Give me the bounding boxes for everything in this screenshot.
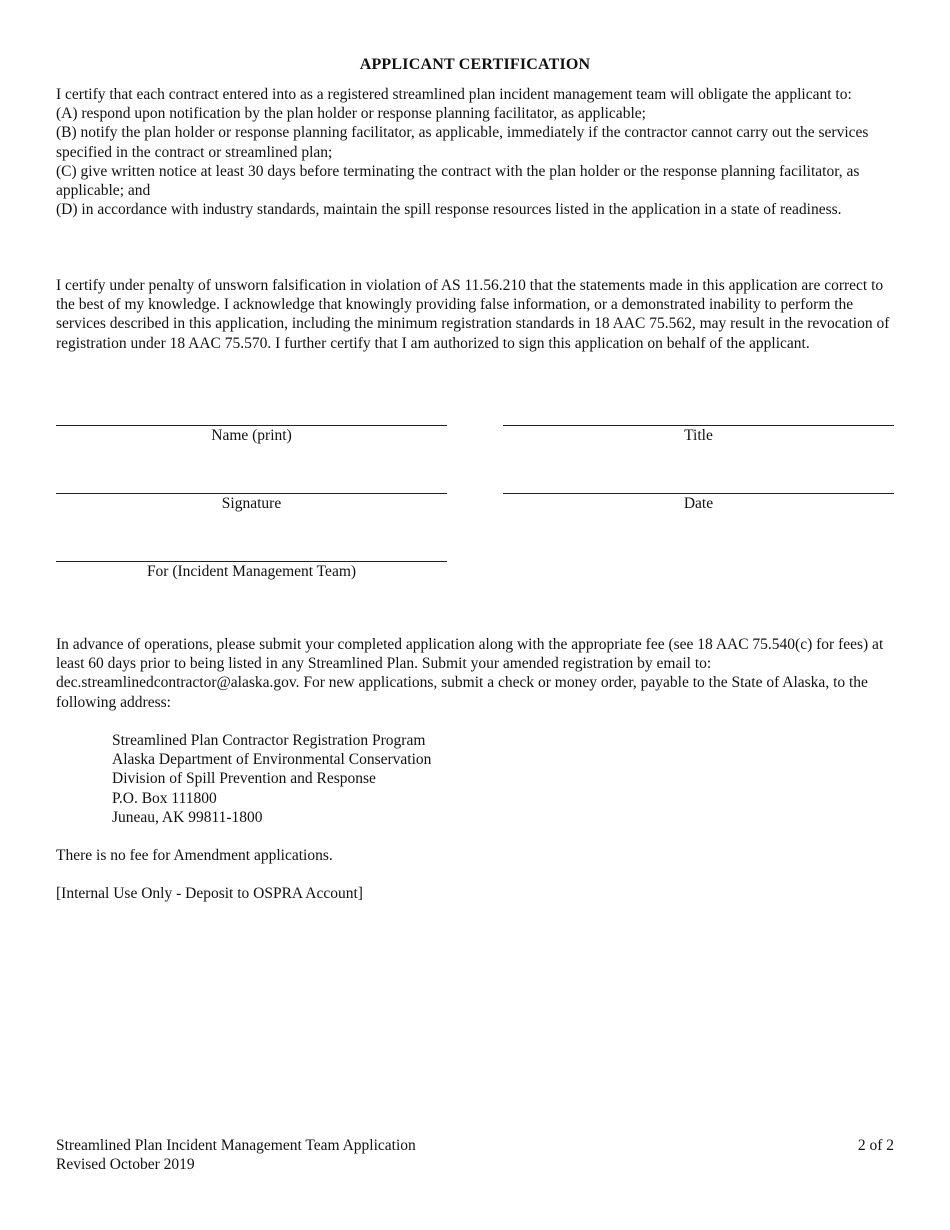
footer-form-info [56, 1136, 416, 1174]
certify-item-c: (C) give written notice at least 30 days before terminating the contract with the plan holder or the response planning facilitator, as applicable; and [56, 162, 860, 200]
address-line: P.O. Box 111800 [112, 789, 217, 807]
date-label: Date [683, 495, 714, 512]
address-line: Division of Spill Prevention and Response [112, 770, 376, 788]
address-line: Juneau, AK 99811-1800 [112, 808, 263, 826]
certification-list [56, 85, 896, 219]
incident-management-team-label: For (Incident Management Team) [146, 563, 357, 580]
certify-item-d: (D) in accordance with industry standards, maintain the spill response resources listed in the application in a state of readiness. [56, 201, 842, 219]
certify-item-a: (A) respond upon notification by the plan holder or response planning facilitator, as applicable; [56, 105, 646, 123]
footer-form-name: Streamlined Plan Incident Management Team Application [56, 1137, 416, 1154]
signature-label: Signature [221, 495, 282, 512]
certify-intro: I certify that each contract entered into as a registered streamlined plan incident management team will obligate the applicant to: [56, 86, 852, 103]
internal-use-note: [Internal Use Only - Deposit to OSPRA Account] [56, 885, 363, 902]
footer-revised-date: Revised October 2019 [56, 1156, 195, 1174]
mailing-address [112, 731, 431, 827]
name-print-label: Name (print) [211, 427, 292, 444]
certify-item-b: (B) notify the plan holder or response planning facilitator, as applicable, immediately if the contractor cannot carry out the services specified in the contract or streamlined plan; [56, 124, 869, 161]
page-title: APPLICANT CERTIFICATION [359, 56, 591, 73]
submission-instructions: In advance of operations, please submit your completed application along with the appropriate fee (see 18 AAC 75.540(c) for fees) at least 60 days prior to being listed in any Streamlined Plan. Submit your amended registration by email to: dec.streamlinedcontractor@alaska.gov. For new applications, submit a check or money order, payable to the State of Alaska, to the following address: [56, 636, 884, 711]
title-label: Title [684, 427, 713, 444]
page-number: 2 of 2 [857, 1137, 894, 1154]
penalty-statement: I certify under penalty of unsworn falsification in violation of AS 11.56.210 that the statements made in this application are correct to the best of my knowledge. I acknowledge that knowingly providing false information, or a demonstrated inability to perform the services described in this application, including the minimum registration standards in 18 AAC 75.562, may result in the revocation of registration under 18 AAC 75.570. I further certify that I am authorized to sign this application on behalf of the applicant. [56, 277, 890, 352]
address-line: Streamlined Plan Contractor Registration Program [112, 732, 426, 749]
no-fee-note: There is no fee for Amendment applications. [56, 847, 333, 864]
address-line: Alaska Department of Environmental Conservation [112, 751, 432, 769]
